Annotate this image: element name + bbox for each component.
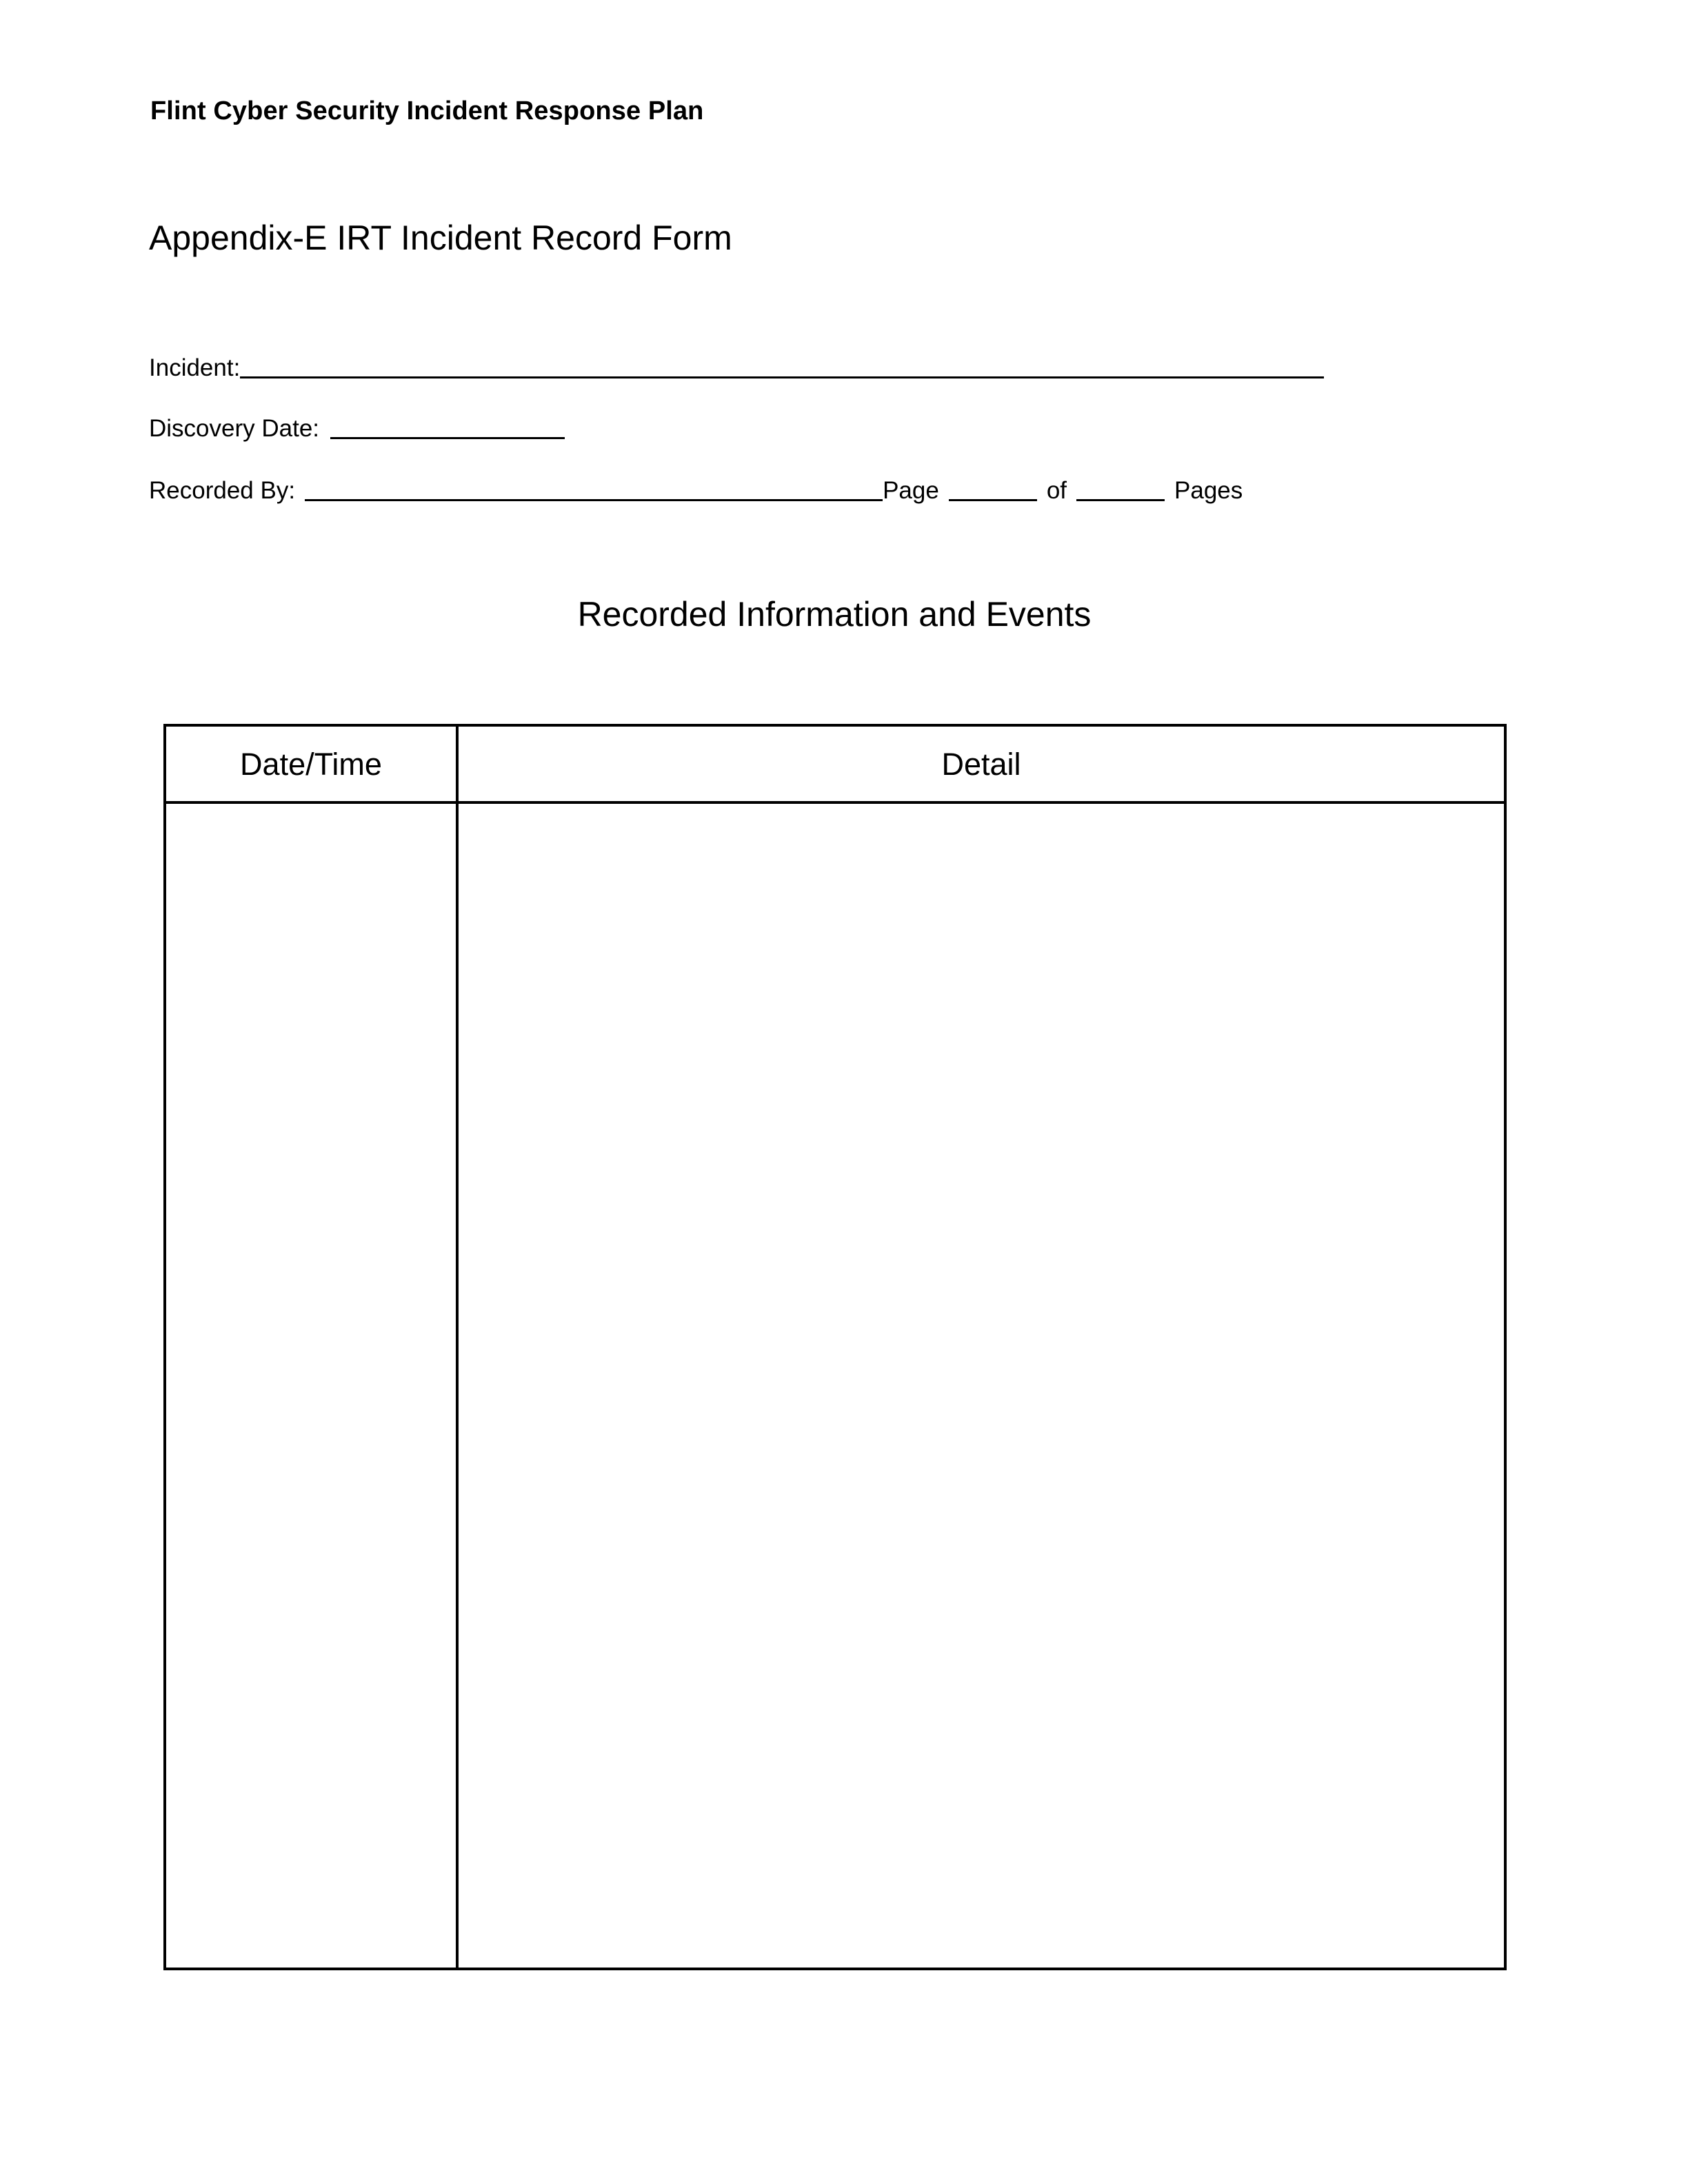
section-heading <box>0 594 1688 634</box>
recorded-by-input[interactable] <box>305 478 883 501</box>
table-body-cell-datetime[interactable] <box>166 804 459 1968</box>
recorded-by-label: Recorded By: <box>149 477 296 504</box>
incident-input[interactable] <box>240 356 1324 378</box>
field-row-incident <box>149 353 1324 382</box>
table-header-row <box>166 727 1504 804</box>
table-header-detail-label: Detail <box>941 746 1021 782</box>
pages-label: Pages <box>1174 477 1243 504</box>
page-number-input[interactable] <box>949 478 1037 501</box>
page-label: Page <box>883 477 939 504</box>
field-row-discovery-date <box>149 414 565 443</box>
of-label: of <box>1046 477 1067 504</box>
record-table <box>163 724 1507 1970</box>
table-body-cell-detail[interactable] <box>459 804 1504 1968</box>
page-title: Appendix-E IRT Incident Record Form <box>149 219 732 257</box>
page-total-input[interactable] <box>1076 478 1165 501</box>
incident-label: Incident: <box>149 354 241 381</box>
table-header-cell-datetime <box>166 727 459 801</box>
document-header: Flint Cyber Security Incident Response Plan <box>150 97 704 125</box>
section-heading-text: Recorded Information and Events <box>577 595 1092 634</box>
table-body <box>166 804 1504 1968</box>
table-header-cell-detail <box>459 727 1504 801</box>
discovery-date-input[interactable] <box>330 416 565 439</box>
discovery-date-label: Discovery Date: <box>149 415 320 442</box>
table-header-datetime-label: Date/Time <box>240 746 382 782</box>
field-row-recorded-by <box>149 476 1243 505</box>
